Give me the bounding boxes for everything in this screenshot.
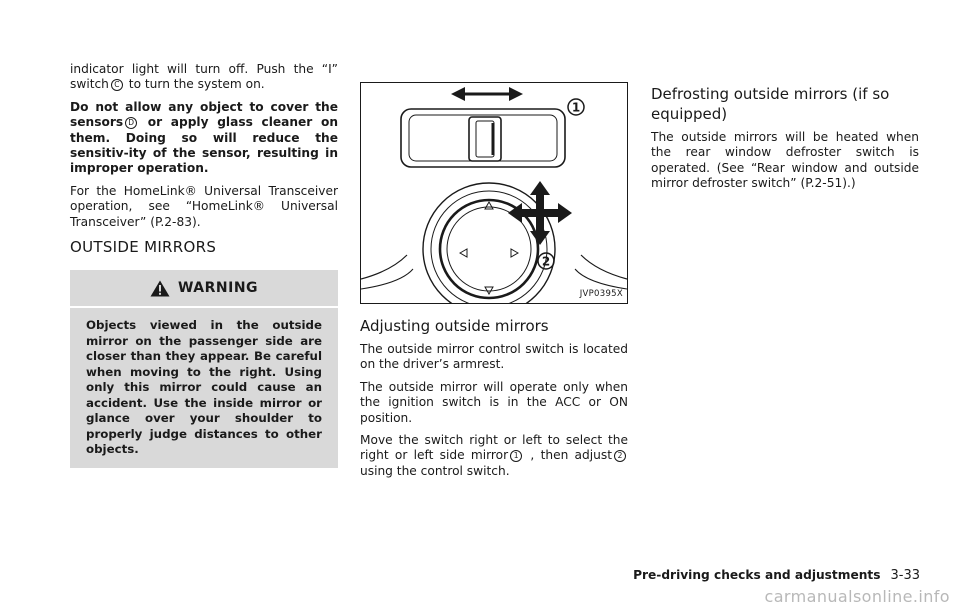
warning-box: [70, 270, 338, 468]
selector-knob-inner: [476, 121, 494, 157]
left-column: [70, 62, 338, 468]
left-right-arrow-icon: [451, 87, 523, 101]
ignition-paragraph: The outside mirror will operate only when the ignition switch is in the ACC or ON position.: [360, 379, 628, 425]
selector-knob: [469, 117, 501, 161]
defroster-paragraph: The outside mirrors will be heated when the rear window defroster switch is operated. (See “Rear window and outside mirror defroster switch” (P.2-51).): [651, 130, 919, 191]
warning-body: [70, 308, 338, 468]
selector-inner: [409, 115, 557, 161]
callout-1-ref-icon: 1: [510, 450, 522, 462]
adjust-instructions-paragraph: [360, 433, 628, 479]
page-number: 3-33: [890, 568, 920, 583]
sensor-caution-paragraph: [70, 100, 338, 177]
armrest-contour: [361, 255, 627, 279]
figure-label: JVP0395X: [579, 289, 623, 299]
warning-text: Objects viewed in the outside mirror on the passenger side are closer than they appear. Be careful when moving to the right. Using only this mirror could cause an accident. Use the inside mirror or glance over your shoulder to properly judge distances to other objects.: [86, 318, 322, 457]
callout-2-icon: [538, 253, 554, 269]
intro-paragraph: [70, 62, 338, 93]
warning-title: WARNING: [177, 280, 259, 297]
footer-section-title: Pre-driving checks and adjustments: [633, 568, 881, 582]
adjust-text-a: Move the switch right or left to select the right or left side mirror: [360, 433, 628, 463]
four-way-arrow-icon: [508, 181, 572, 245]
intro-text-b: to turn the system on.: [124, 77, 265, 92]
defrosting-mirrors-title: Defrosting outside mirrors (if so equipped): [651, 85, 890, 123]
intro-text-a: indicator light will turn off. Push the “I” switch: [70, 62, 338, 92]
right-column: [651, 84, 919, 199]
callout-2-label: 2: [541, 254, 551, 269]
switch-location-paragraph: The outside mirror control switch is located on the driver’s armrest.: [360, 342, 628, 372]
callout-1-label: 1: [571, 100, 581, 115]
adjusting-mirrors-title: Adjusting outside mirrors: [360, 317, 549, 335]
adjust-text-c: using the control switch.: [360, 463, 510, 478]
adjust-text-b: , then adjust: [524, 448, 612, 463]
watermark: carmanualsonline.info: [764, 587, 950, 606]
callout-2-ref-icon: 2: [614, 450, 626, 462]
mirror-switch-figure: [360, 82, 628, 304]
control-dial: [423, 183, 555, 303]
warning-triangle-icon: [150, 280, 170, 297]
section-title: OUTSIDE MIRRORS: [70, 238, 217, 257]
page-footer: [620, 568, 920, 583]
callout-1-icon: [568, 99, 584, 115]
sensor-caution-text-a: Do not allow any object to cover the sensors: [70, 99, 338, 130]
callout-c-icon: C: [111, 79, 123, 91]
homelink-paragraph: For the HomeLink® Universal Transceiver operation, see “HomeLink® Universal Transceiver” (P.2-83).: [70, 183, 338, 229]
middle-column: [360, 62, 628, 486]
sensor-caution-text-b: or apply glass cleaner on them. Doing so will reduce the sensitiv-ity of the sensor, resulting in improper operation.: [70, 115, 338, 176]
callout-d-icon: D: [125, 117, 137, 129]
mirror-switch-illustration: [361, 83, 627, 303]
warning-header: [70, 270, 338, 308]
armrest-contour-lower: [361, 269, 627, 289]
